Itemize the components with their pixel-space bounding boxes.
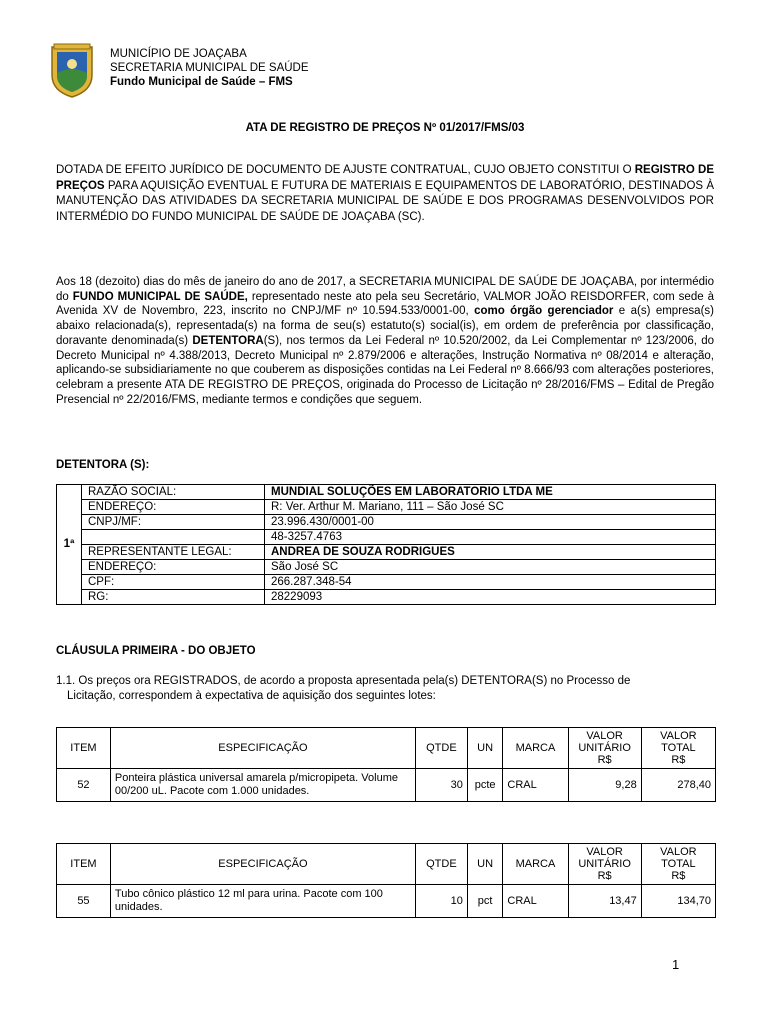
cell-qtde: 30 <box>415 769 467 802</box>
detentora-value: 23.996.430/0001-00 <box>265 515 716 530</box>
detentora-value: 48-3257.4763 <box>265 530 716 545</box>
col-qtde: QTDE <box>415 844 467 885</box>
detentora-label: RG: <box>82 590 265 605</box>
cell-marca: CRAL <box>503 769 568 802</box>
municipal-crest-logo <box>48 43 96 99</box>
detentora-value: R: Ver. Arthur M. Mariano, 111 – São José SC <box>265 500 716 515</box>
detentora-number: 1ª <box>57 485 82 605</box>
col-item: ITEM <box>57 728 111 769</box>
detentora-value: MUNDIAL SOLUÇÕES EM LABORATORIO LTDA ME <box>265 485 716 500</box>
body-paragraph: Aos 18 (dezoito) dias do mês de janeiro do ano de 2017, a SECRETARIA MUNICIPAL DE SAÚDE DE JOAÇABA, por intermédio do FUNDO MUNICIPAL DE SAÚDE, representado neste ato pela seu Secretário, VALMOR JOÃO REISDORFER, com sede à Avenida XV de Novembro, 223, inscrito no CNPJ/MF nº 10.594.533/0001-00, como órgão gerenciador e a(s) empresa(s) abaixo relacionada(s), representada(s) na forma de seu(s) estatuto(s) social(is), em ordem de preferência por classificação, doravante denominada(s) DETENTORA(S), nos termos da Lei Federal nº 10.520/2002, da Lei Complementar nº 123/2006, do Decreto Municipal nº 4.388/2013, Decreto Municipal nº 2.879/2006 e alterações, Instrução Normativa nº 08/2014 e alteração, aplicando-se subsidiariamente no que couberem as disposições contidas na Lei Federal nº 8.666/93 com alterações posteriores, celebram a presente ATA DE REGISTRO DE PREÇOS, originada do Processo de Licitação nº 28/2016/FMS – Edital de Pregão Presencial nº 22/2016/FMS, mediante termos e condições que seguem. <box>56 276 714 406</box>
header-secretariat: SECRETARIA MUNICIPAL DE SAÚDE <box>110 62 309 74</box>
table-header-row <box>57 844 716 885</box>
lot-table <box>56 727 716 802</box>
col-unit-value: VALOR UNITÁRIO R$ <box>568 844 641 885</box>
document-title: ATA DE REGISTRO DE PREÇOS Nº 01/2017/FMS/03 <box>245 122 525 134</box>
cell-total-value: 134,70 <box>641 885 715 918</box>
col-spec: ESPECIFICAÇÃO <box>110 728 415 769</box>
cell-total-value: 278,40 <box>641 769 715 802</box>
table-row <box>57 500 716 515</box>
detentora-value: 266.287.348-54 <box>265 575 716 590</box>
table-row <box>57 515 716 530</box>
table-header-row <box>57 728 716 769</box>
col-total-value: VALOR TOTAL R$ <box>641 844 715 885</box>
col-item: ITEM <box>57 844 111 885</box>
col-marca: MARCA <box>503 844 568 885</box>
table-row <box>57 560 716 575</box>
table-row <box>57 885 716 918</box>
detentora-label: REPRESENTANTE LEGAL: <box>82 545 265 560</box>
detentora-label: ENDEREÇO: <box>82 560 265 575</box>
cell-item: 55 <box>57 885 111 918</box>
table-row <box>57 590 716 605</box>
detentora-label <box>82 530 265 545</box>
table-row <box>57 575 716 590</box>
col-spec: ESPECIFICAÇÃO <box>110 844 415 885</box>
intro-paragraph: DOTADA DE EFEITO JURÍDICO DE DOCUMENTO DE AJUSTE CONTRATUAL, CUJO OBJETO CONSTITUI O REGISTRO DE PREÇOS PARA AQUISIÇÃO EVENTUAL E FUTURA DE MATERIAIS E EQUIPAMENTOS DE LABORATÓRIO, DESTINADOS À MANUTENÇÃO DAS ATIVIDADES DA SECRETARIA MUNICIPAL DE SAÚDE E DOS PROGRAMAS DESENVOLVIDOS POR INTERMÉDIO DO FUNDO MUNICIPAL DE SAÚDE DE JOAÇABA (SC). <box>56 164 715 223</box>
clausula-item-line: Licitação, correspondem à expectativa de aquisição dos seguintes lotes: <box>67 690 436 702</box>
lot-table <box>56 843 716 918</box>
col-qtde: QTDE <box>415 728 467 769</box>
cell-un: pcte <box>467 769 503 802</box>
cell-qtde: 10 <box>415 885 467 918</box>
cell-unit-value: 13,47 <box>568 885 641 918</box>
cell-item: 52 <box>57 769 111 802</box>
cell-spec: Ponteira plástica universal amarela p/micropipeta. Volume 00/200 uL. Pacote com 1.000 unidades. <box>110 769 415 802</box>
detentora-value: ANDREA DE SOUZA RODRIGUES <box>265 545 716 560</box>
detentora-value: 28229093 <box>265 590 716 605</box>
header-fund: Fundo Municipal de Saúde – FMS <box>110 76 293 88</box>
clausula-heading: CLÁUSULA PRIMEIRA - DO OBJETO <box>56 645 256 657</box>
header-municipality: MUNICÍPIO DE JOAÇABA <box>110 48 247 60</box>
col-unit-value: VALOR UNITÁRIO R$ <box>568 728 641 769</box>
table-row <box>57 769 716 802</box>
detentora-label: CNPJ/MF: <box>82 515 265 530</box>
detentora-heading: DETENTORA (S): <box>56 459 150 471</box>
page-number: 1 <box>672 957 680 972</box>
cell-unit-value: 9,28 <box>568 769 641 802</box>
table-row <box>57 485 716 500</box>
letterhead <box>110 47 309 89</box>
table-row <box>57 530 716 545</box>
cell-un: pct <box>467 885 503 918</box>
col-un: UN <box>467 728 503 769</box>
clausula-item <box>56 674 714 704</box>
detentora-value: São José SC <box>265 560 716 575</box>
col-un: UN <box>467 844 503 885</box>
detentora-label: ENDEREÇO: <box>82 500 265 515</box>
table-row <box>57 545 716 560</box>
detentora-table <box>56 484 716 605</box>
clausula-item-line: 1.1. Os preços ora REGISTRADOS, de acordo a proposta apresentada pela(s) DETENTORA(S) no Processo de <box>56 675 631 687</box>
col-total-value: VALOR TOTAL R$ <box>641 728 715 769</box>
cell-spec: Tubo cônico plástico 12 ml para urina. Pacote com 100 unidades. <box>110 885 415 918</box>
col-marca: MARCA <box>503 728 568 769</box>
cell-marca: CRAL <box>503 885 568 918</box>
detentora-label: CPF: <box>82 575 265 590</box>
detentora-label: RAZÃO SOCIAL: <box>82 485 265 500</box>
